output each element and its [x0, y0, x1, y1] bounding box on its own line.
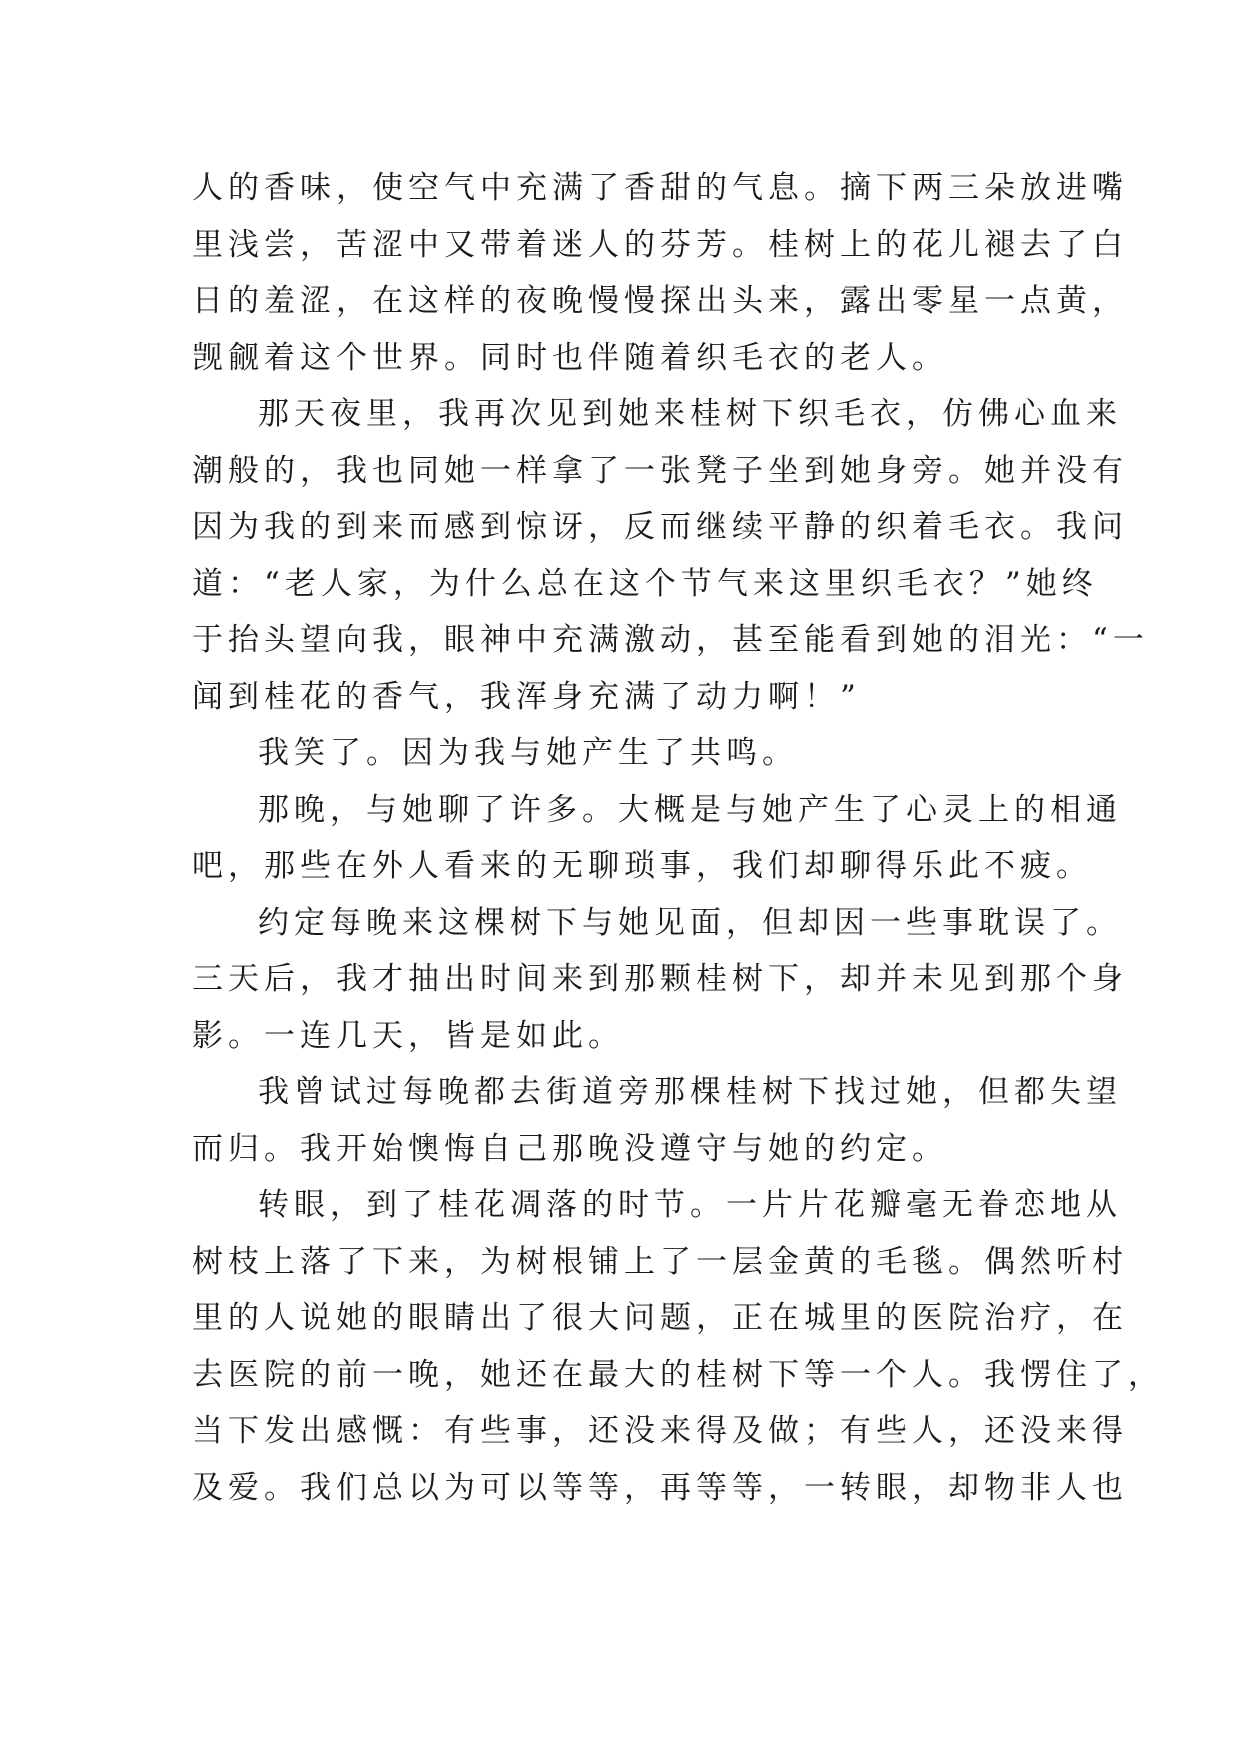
text-line: 人的香味，使空气中充满了香甜的气息。摘下两三朵放进嘴	[192, 170, 1128, 206]
text-line: 及爱。我们总以为可以等等，再等等，一转眼，却物非人也	[192, 1469, 1128, 1506]
text-line: 去医院的前一晚，她还在最大的桂树下等一个人。我愣住了，	[192, 1356, 1164, 1393]
text-line: 于抬头望向我，眼神中充满激动，甚至能看到她的泪光：“一	[192, 622, 1149, 658]
text-line: 潮般的，我也同她一样拿了一张凳子坐到她身旁。她并没有	[192, 452, 1128, 489]
text-line: 闻到桂花的香气，我浑身充满了动力啊！”	[192, 678, 861, 715]
paragraph-first-line: 我曾试过每晚都去街道旁那棵桂树下找过她，但都失望	[258, 1074, 1122, 1110]
text-line: 道：“老人家，为什么总在这个节气来这里织毛衣？”她终	[192, 565, 1098, 602]
paragraph-first-line: 那天夜里，我再次见到她来桂树下织毛衣，仿佛心血来	[258, 396, 1122, 432]
paragraph-first-line: 那晚，与她聊了许多。大概是与她产生了心灵上的相通	[258, 791, 1122, 828]
text-line: 吧，那些在外人看来的无聊琐事，我们却聊得乐此不疲。	[192, 848, 1092, 884]
paragraph-first-line: 转眼，到了桂花凋落的时节。一片片花瓣毫无眷恋地从	[258, 1187, 1122, 1223]
text-line: 三天后，我才抽出时间来到那颗桂树下，却并未见到那个身	[192, 961, 1128, 997]
paragraph-first-line: 我笑了。因为我与她产生了共鸣。	[258, 735, 798, 771]
text-line: 树枝上落了下来，为树根铺上了一层金黄的毛毯。偶然听村	[192, 1243, 1128, 1280]
paragraph-first-line: 约定每晚来这棵树下与她见面，但却因一些事耽误了。	[258, 904, 1122, 941]
text-line: 里浅尝，苦涩中又带着迷人的芬芳。桂树上的花儿褪去了白	[192, 226, 1128, 263]
text-line: 而归。我开始懊悔自己那晚没遵守与她的约定。	[192, 1130, 948, 1167]
text-line: 因为我的到来而感到惊讶，反而继续平静的织着毛衣。我问	[192, 509, 1128, 545]
text-line: 影。一连几天，皆是如此。	[192, 1017, 624, 1054]
text-line: 日的羞涩，在这样的夜晚慢慢探出头来，露出零星一点黄，	[192, 283, 1128, 319]
body-text	[192, 160, 1164, 1516]
text-line: 当下发出感慨：有些事，还没来得及做；有些人，还没来得	[192, 1413, 1128, 1449]
text-line: 觊觎着这个世界。同时也伴随着织毛衣的老人。	[192, 339, 948, 376]
text-line: 里的人说她的眼睛出了很大问题，正在城里的医院治疗，在	[192, 1300, 1128, 1336]
